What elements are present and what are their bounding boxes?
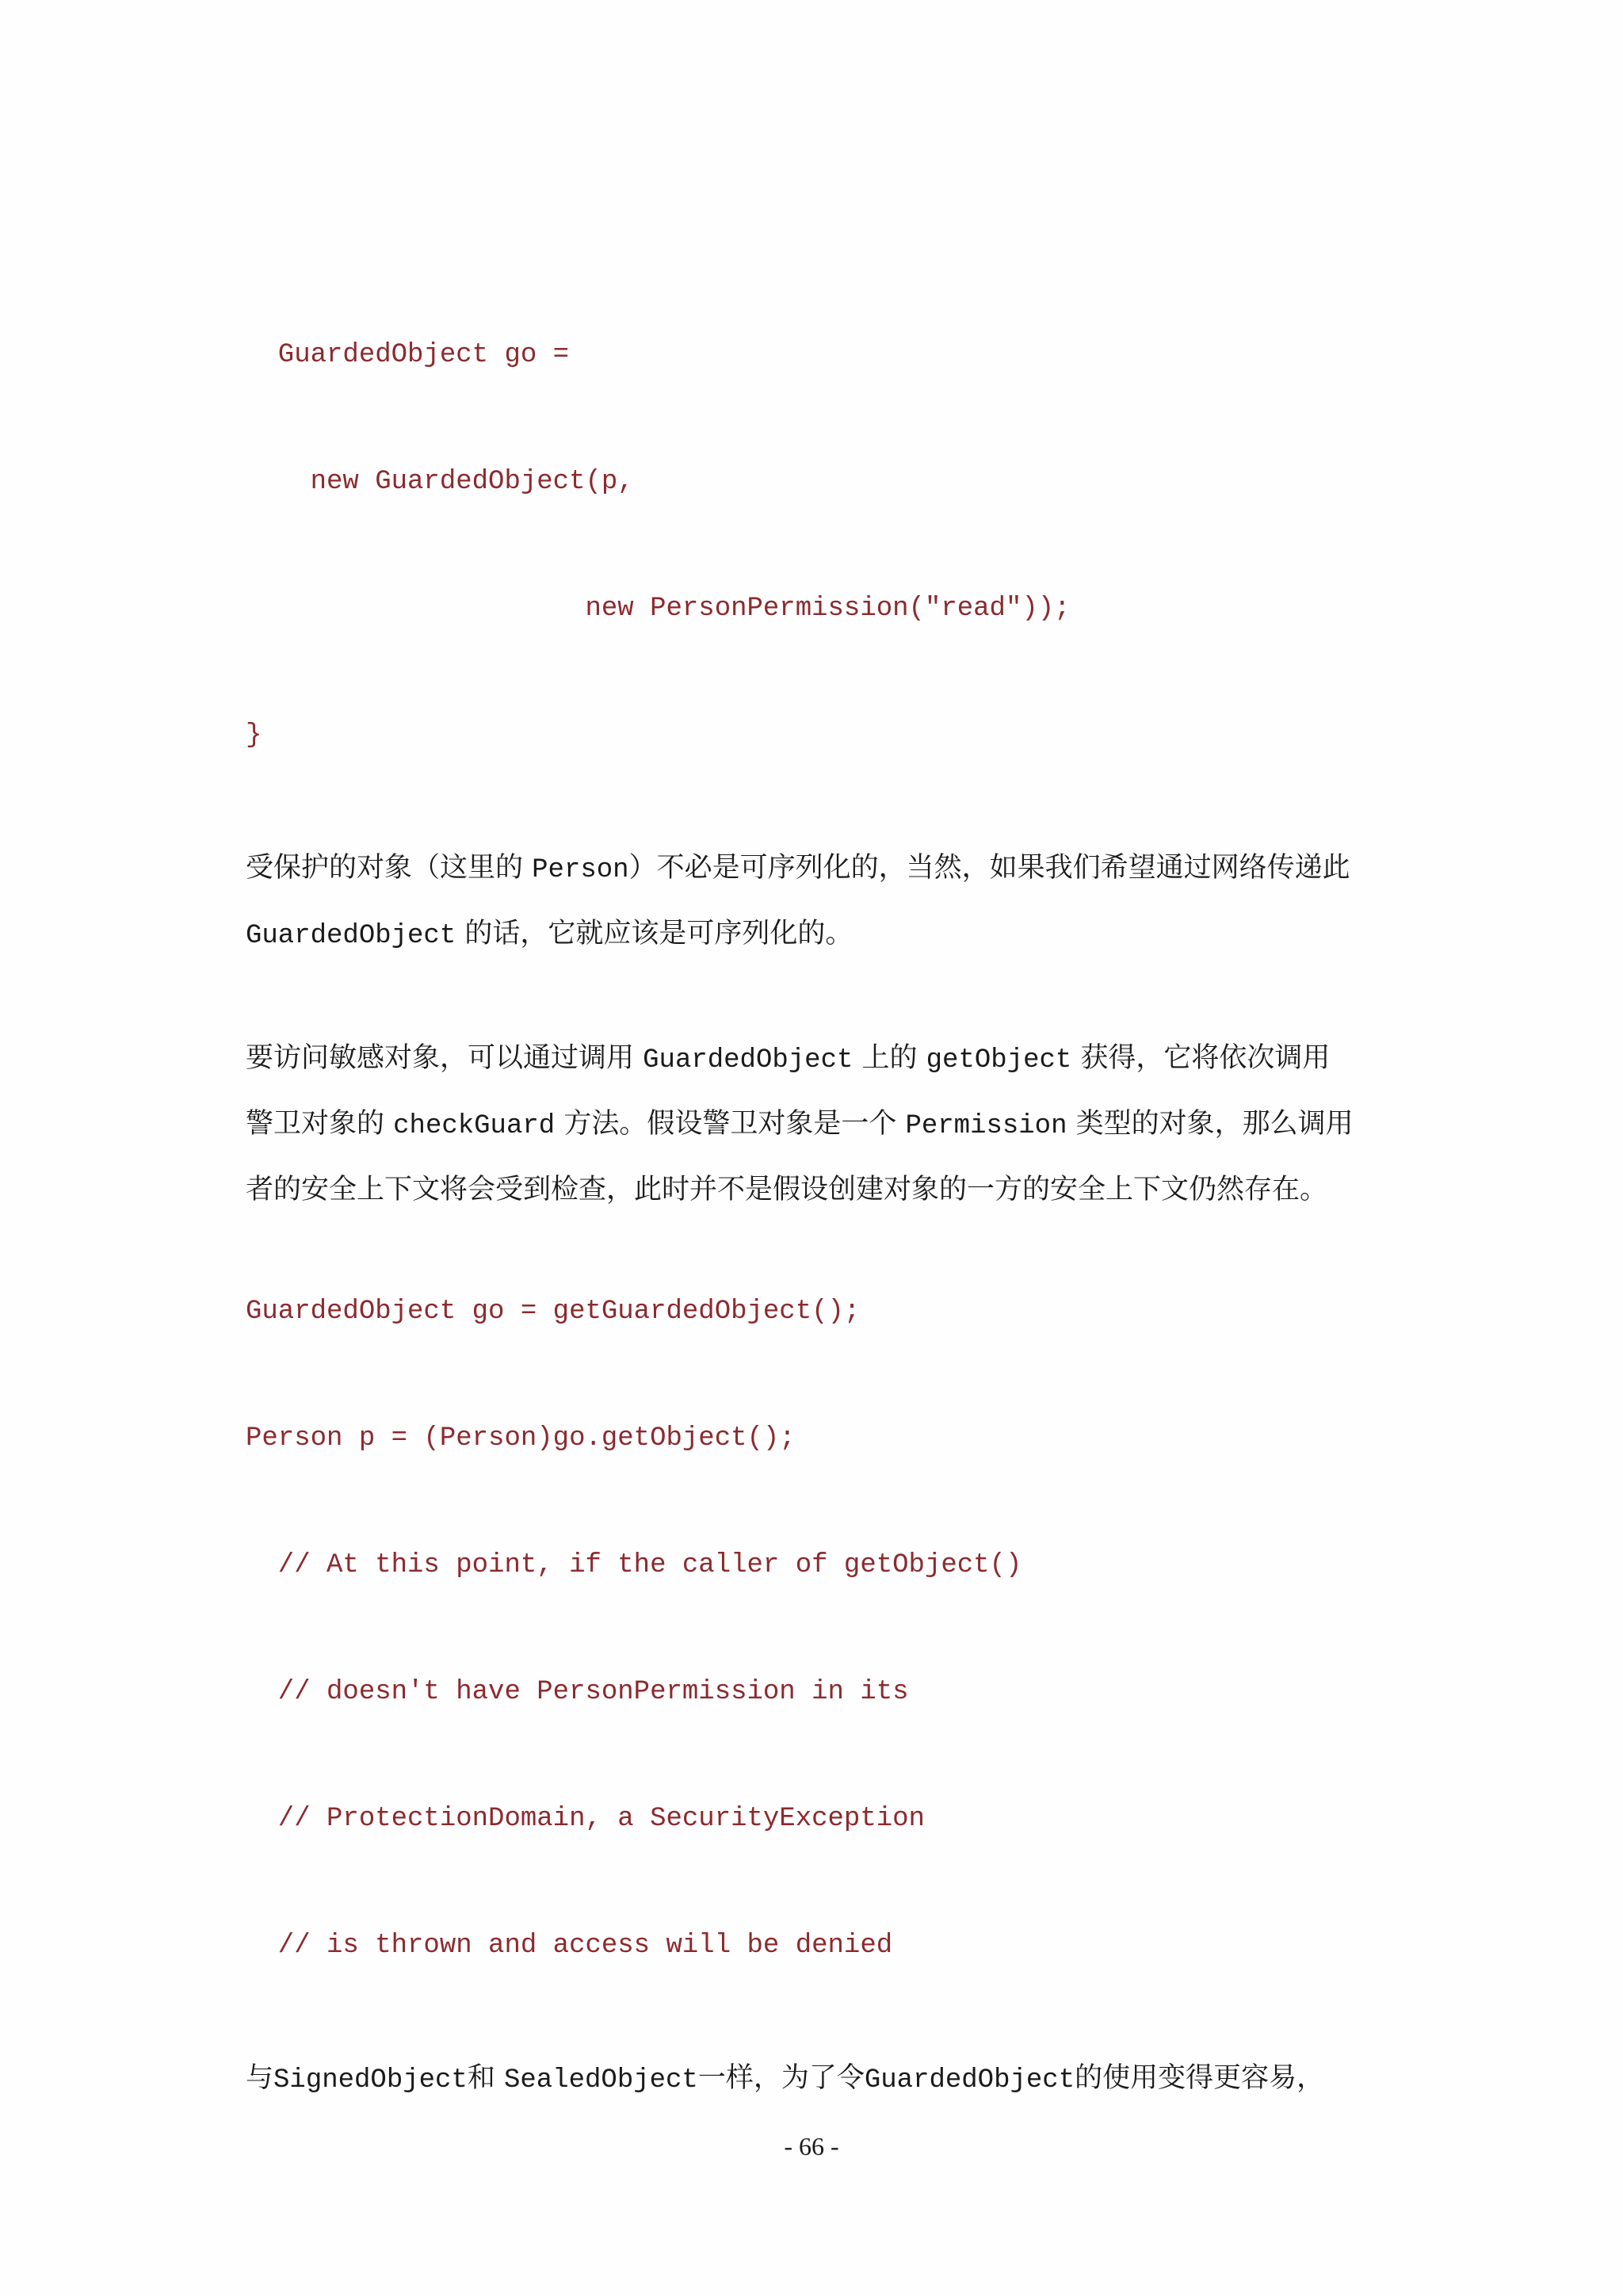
text-run: ）不必是可序列化的，当然，如果我们希望通过网络传递此	[628, 852, 1350, 884]
text-run: 类型的对象，那么调用	[1067, 1108, 1354, 1140]
text-run: 的话，它就应该是可序列化的。	[456, 918, 854, 949]
paragraph-line	[246, 1026, 1387, 1092]
text-run: 受保护的对象（这里的	[246, 852, 533, 884]
code-line: // At this point, if the caller of getObject()	[246, 1550, 1022, 1580]
text-run: 一样，为了令	[697, 2062, 865, 2094]
text-run: 上的	[853, 1042, 926, 1074]
paragraph-line	[246, 2046, 1387, 2112]
paragraph	[246, 836, 1387, 968]
text-run: 与	[246, 2062, 274, 2094]
code-line: // is thrown and access will be denied	[246, 1931, 893, 1961]
text-run: 和	[467, 2062, 504, 2094]
inline-code: SignedObject	[273, 2065, 468, 2095]
inline-code: GuardedObject	[643, 1045, 854, 1075]
code-line: GuardedObject go =	[246, 340, 570, 370]
inline-code: Person	[532, 855, 629, 885]
text-run: 警卫对象的	[246, 1108, 394, 1140]
paragraph	[246, 2046, 1387, 2112]
inline-code: checkGuard	[393, 1111, 556, 1141]
code-line: new GuardedObject(p,	[246, 467, 634, 497]
paragraph	[246, 1026, 1387, 1221]
inline-code: Permission	[905, 1111, 1067, 1141]
code-line: // ProtectionDomain, a SecurityException	[246, 1804, 925, 1834]
text-run: 获得，它将依次调用	[1071, 1042, 1331, 1074]
inline-code: GuardedObject	[864, 2065, 1075, 2095]
text-run: 方法。假设警卫对象是一个	[555, 1108, 906, 1140]
paragraph-line	[246, 836, 1387, 902]
text-run: 要访问敏感对象，可以通过调用	[246, 1042, 643, 1074]
paragraph-line: 者的安全上下文将会受到检查，此时并不是假设创建对象的一方的安全上下文仍然存在。	[246, 1174, 1328, 1205]
inline-code: getObject	[926, 1045, 1072, 1075]
inline-code: GuardedObject	[246, 921, 456, 951]
code-line: new PersonPermission("read"));	[246, 594, 1071, 624]
inline-code: SealedObject	[504, 2065, 698, 2095]
code-line: GuardedObject go = getGuardedObject();	[246, 1297, 861, 1327]
paragraph-line	[246, 902, 1387, 968]
text-run: 的使用变得更容易，	[1075, 2062, 1325, 2094]
code-line: }	[246, 720, 262, 751]
page-number: - 66 -	[784, 2132, 839, 2160]
paragraph-line	[246, 1092, 1387, 1158]
code-line: Person p = (Person)go.getObject();	[246, 1423, 796, 1454]
code-line: // doesn't have PersonPermission in its	[246, 1677, 909, 1707]
